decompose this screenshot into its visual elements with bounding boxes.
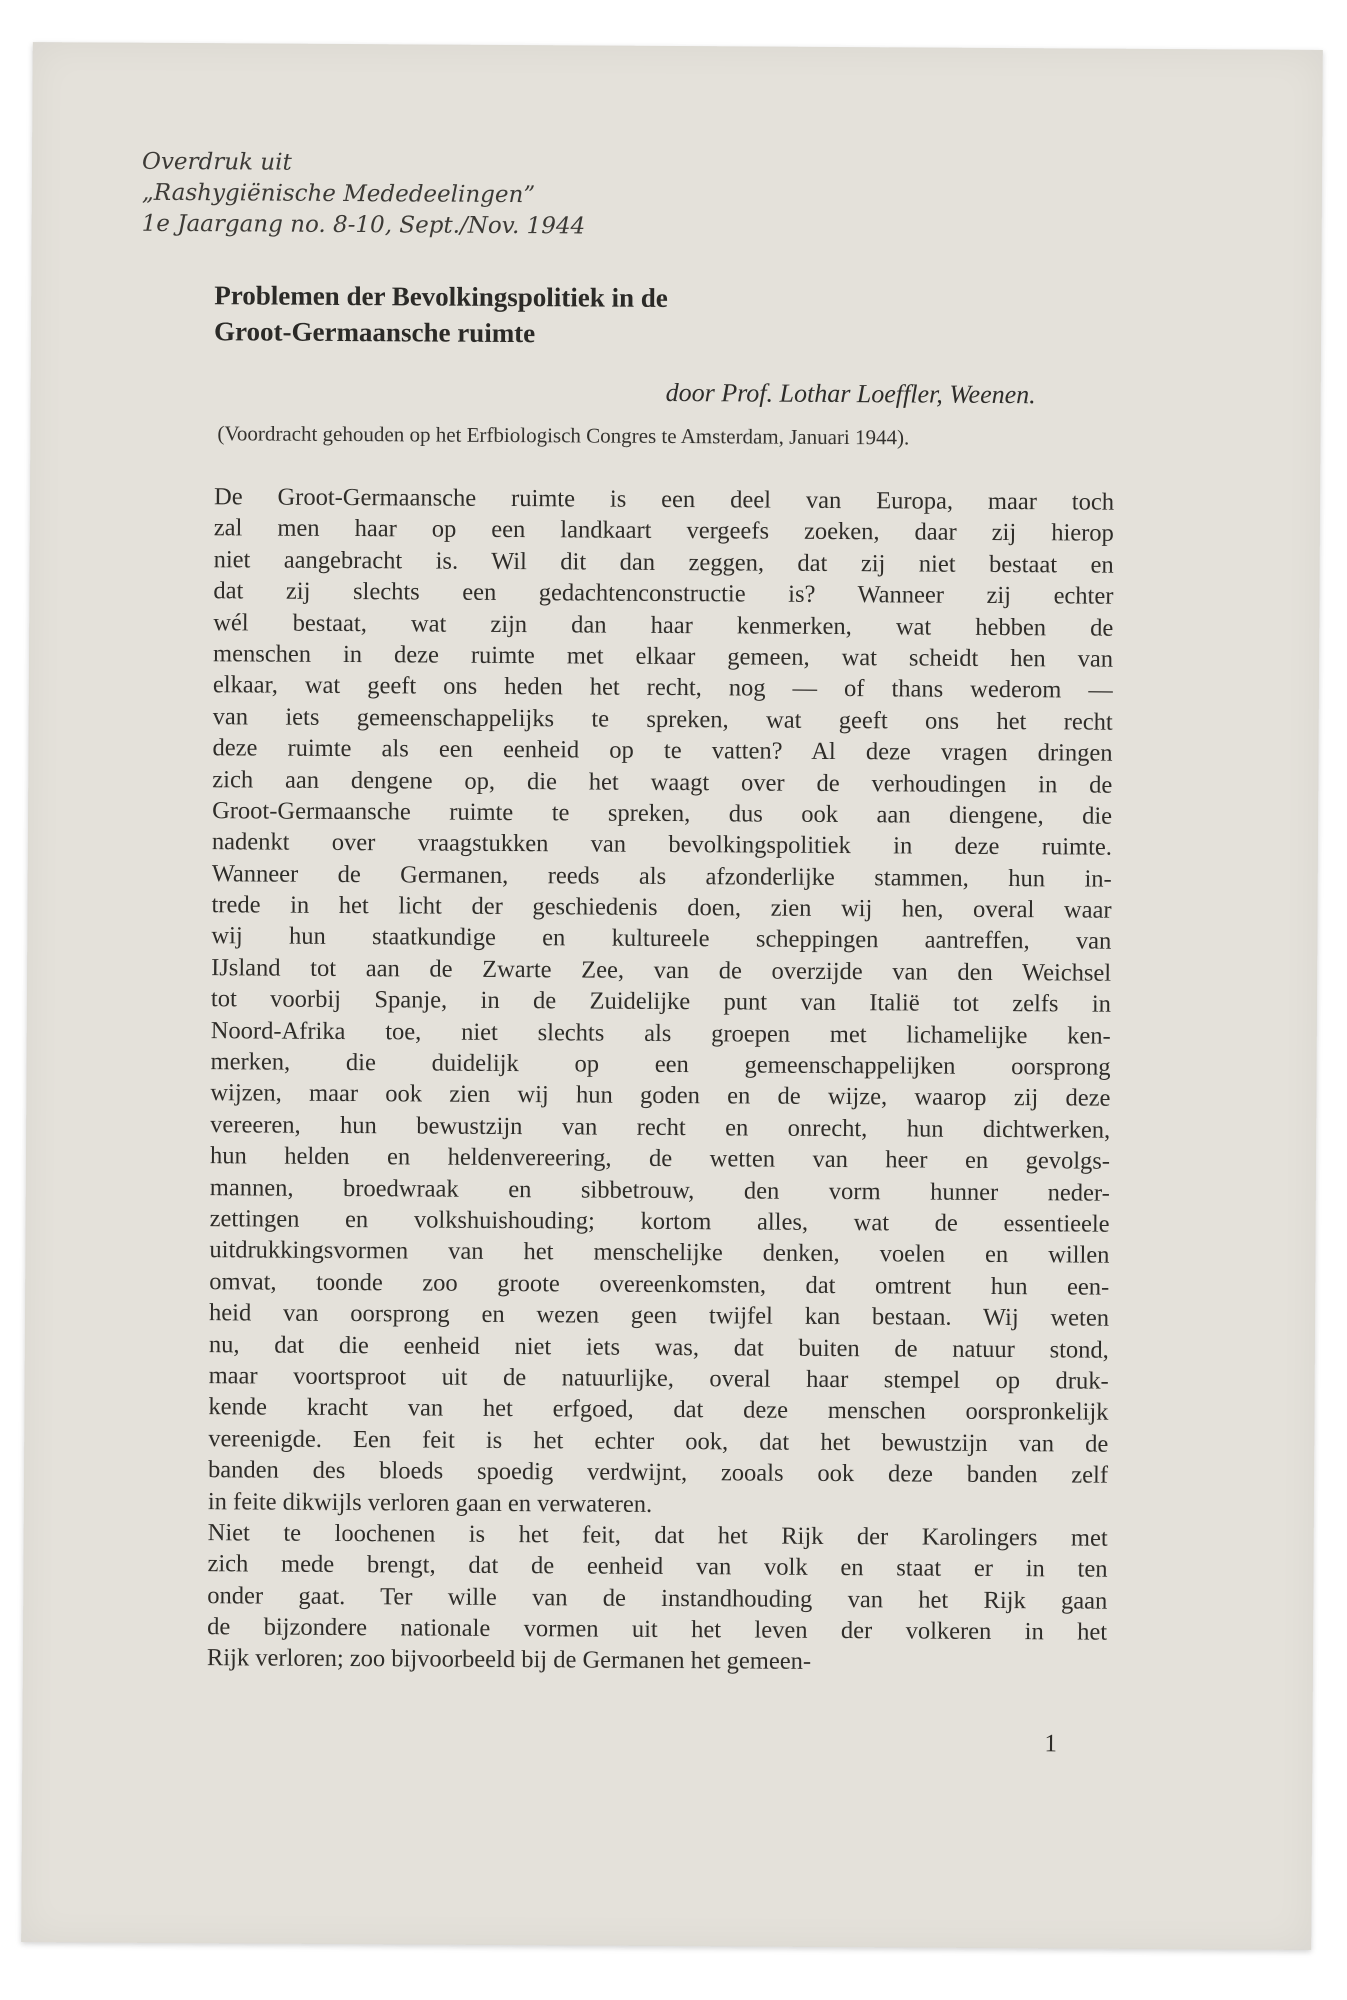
body-line: Niet te loochenen is het feit, dat het Rijk der Karolingers met — [207, 1519, 1108, 1552]
article-author: door Prof. Lothar Loeffler, Weenen. — [665, 377, 1036, 410]
body-line: van iets gemeenschappelijks te spreken, wat geeft ons het recht — [212, 702, 1113, 736]
body-line: Rijk verloren; zoo bijvoorbeeld bij de Germanen het gemeen- — [206, 1644, 812, 1676]
body-line: mannen, broedwraak en sibbetrouw, den vorm hunner neder- — [209, 1173, 1110, 1207]
body-line: elkaar, wat geeft ons heden het recht, nog — of thans wederom — — [212, 671, 1113, 705]
body-line: Groot-Germaansche ruimte te spreken, dus ook aan diengene, die — [212, 797, 1113, 830]
body-line: deze ruimte als een eenheid op te vatten? Al deze vragen dringen — [212, 734, 1113, 767]
body-line: heid van oorsprong en wezen geen twijfel kan bestaan. Wij weten — [208, 1299, 1110, 1332]
body-line: De Groot-Germaansche ruimte is een deel van Europa, maar toch — [213, 483, 1115, 516]
body-line: wij hun staatkundige en kultureele scheppingen aantreffen, van — [211, 922, 1112, 956]
article-title — [214, 277, 668, 352]
article-body — [207, 481, 1114, 1679]
article-title-line-1: Problemen der Bevolkingspolitiek in de — [214, 280, 668, 313]
body-line: wijzen, maar ook zien wij hun goden en de wijze, waarop zij deze — [210, 1079, 1111, 1113]
document-page — [21, 42, 1323, 1950]
body-line: zettingen en volkshuishouding; kortom alles, wat de essentieele — [209, 1205, 1110, 1238]
body-line: IJsland tot aan de Zwarte Zee, van de overzijde van den Weichsel — [211, 954, 1112, 987]
body-line: hun helden en heldenvereering, de wetten van heer en gevolgs- — [209, 1142, 1111, 1175]
body-line: merken, die duidelijk op een gemeenschappelijken oorsprong — [210, 1048, 1111, 1081]
body-line: wél bestaat, wat zijn dan haar kenmerken, wat hebben de — [213, 608, 1114, 642]
body-line: maar voortsproot uit de natuurlijke, overal haar stempel op druk- — [208, 1362, 1109, 1395]
body-line: zich aan dengene op, die het waagt over de verhoudingen in de — [212, 765, 1113, 799]
body-line: omvat, toonde zoo groote overeenkomsten, dat omtrent hun een- — [209, 1267, 1110, 1301]
body-line: in feite dikwijls verloren gaan en verwateren. — [207, 1487, 653, 1518]
body-line: de bijzondere nationale vormen uit het leven der volkeren in het — [207, 1613, 1108, 1646]
body-line: Noord-Afrika toe, niet slechts als groepen met lichamelijke ken- — [210, 1016, 1111, 1050]
imprint-line-1: Overdruk uit — [142, 148, 292, 176]
body-line: vereenigde. Een feit is het echter ook, dat het bewustzijn van de — [208, 1424, 1109, 1458]
body-line: banden des bloeds spoedig verdwijnt, zooals ook deze banden zelf — [208, 1456, 1109, 1489]
body-line: zal men haar op een landkaart vergeefs zoeken, daar zij hierop — [213, 514, 1114, 548]
body-line: tot voorbij Spanje, in de Zuidelijke punt van Italië tot zelfs in — [210, 985, 1112, 1018]
offprint-imprint — [142, 147, 586, 243]
page-number: 1 — [1044, 1730, 1058, 1758]
body-line: uitdrukkingsvormen van het menschelijke denken, voelen en willen — [209, 1236, 1110, 1270]
imprint-journal-name: „Rashygiënische Mededeelingen” — [141, 179, 536, 209]
body-line: nu, dat die eenheid niet iets was, dat buiten de natuur stond, — [208, 1330, 1109, 1364]
body-line: menschen in deze ruimte met elkaar gemeen, wat scheidt hen van — [213, 640, 1114, 673]
body-line: Wanneer de Germanen, reeds als afzonderlijke stammen, hun in- — [211, 859, 1112, 893]
body-line: zich mede brengt, dat de eenheid van volk en staat er in ten — [207, 1550, 1108, 1583]
body-line: trede in het licht der geschiedenis doen, zien wij hen, overal waar — [211, 891, 1112, 924]
imprint-issue: 1e Jaargang no. 8-10, Sept./Nov. 1944 — [141, 210, 586, 240]
lecture-note: (Voordracht gehouden op het Erfbiologisch Congres te Amsterdam, Januari 1944). — [217, 421, 910, 450]
body-line: dat zij slechts een gedachtenconstructie is? Wanneer zij echter — [213, 577, 1114, 610]
body-line: vereeren, hun bewustzijn van recht en onrecht, hun dichtwerken, — [210, 1110, 1111, 1144]
article-title-line-2: Groot-Germaansche ruimte — [213, 316, 536, 349]
body-line: niet aangebracht is. Wil dit dan zeggen, dat zij niet bestaat en — [213, 545, 1114, 579]
body-line: kende kracht van het erfgoed, dat deze menschen oorspronkelijk — [208, 1393, 1109, 1427]
body-line: nadenkt over vraagstukken van bevolkingspolitiek in deze ruimte. — [211, 828, 1112, 861]
body-line: onder gaat. Ter wille van de instandhouding van het Rijk gaan — [207, 1581, 1108, 1615]
